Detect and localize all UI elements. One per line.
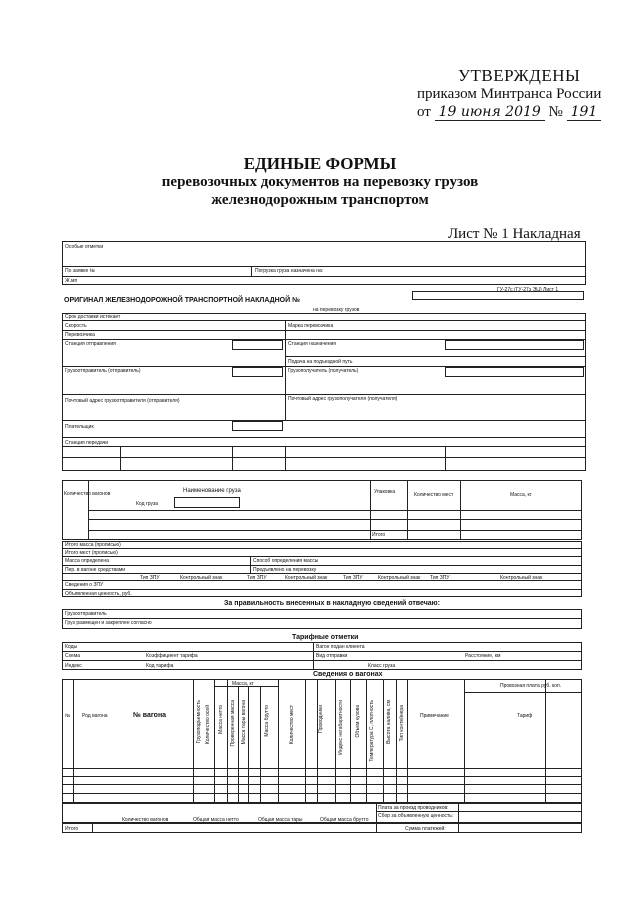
mass-determined-label: Масса определена <box>65 558 109 564</box>
guides-fare-label: Плата за проезд проводников: <box>378 805 449 811</box>
by-application-label: По заявке № <box>65 268 95 274</box>
shipper-label: Грузоотправитель (отправитель) <box>65 368 141 374</box>
wagon-kind-label: Род вагона <box>82 713 108 719</box>
doc-subtitle-2: железнодорожным транспортом <box>211 192 429 208</box>
payer-code <box>232 421 283 431</box>
loading-height-label: Высота налива, см <box>386 700 392 744</box>
places-count-label: Количество мест <box>414 492 454 498</box>
gross-mass-label: Масса брутто <box>264 705 270 737</box>
mass-kg-label: Масса, кг <box>510 492 532 498</box>
wagons-count-label: Количество вагонов <box>64 491 111 497</box>
speed-label: Скорость <box>65 323 87 329</box>
mass-method-label: Способ определения массы <box>253 558 319 564</box>
notes-label: Примечание <box>420 713 449 719</box>
checked-mass-label: Проверенная масса <box>230 700 236 747</box>
control-sign-3: Контрольный знак <box>378 575 421 581</box>
number-handwritten: 191 <box>567 104 602 121</box>
total-mass-words-label: Итого масса (прописью) <box>65 542 121 548</box>
date-handwritten: 19 июня 2019 <box>435 104 545 121</box>
axles-label: Количество осей <box>205 705 211 745</box>
number-prefix: № <box>548 104 563 120</box>
doc-subtitle-1: перевозочных документов на перевозку грузов <box>161 174 479 190</box>
mass-kg-short-label: Масса, кг <box>232 681 254 687</box>
approved-heading: УТВЕРЖДЕНЫ <box>458 66 581 85</box>
transport-means-label: Пер. в вагоне средствами <box>65 567 126 573</box>
correctness-title: За правильность внесенных в накладную сведений отвечаю: <box>224 600 440 607</box>
control-sign-2: Контрольный знак <box>285 575 328 581</box>
dispatch-type-label: Вид отправки <box>316 653 348 659</box>
cargo-code-label: Код груза <box>136 501 159 507</box>
total-gross-label: Общая масса брутто <box>320 817 369 823</box>
tariff-code-label: Код тарифа <box>146 663 174 669</box>
cargo-code-box <box>174 497 240 508</box>
approval-order: приказом Минтранса России <box>417 86 602 102</box>
payment-sum-label: Сумма платежей: <box>405 826 446 832</box>
total-tare-label: Общая масса тары <box>258 817 303 823</box>
original-title: ОРИГИНАЛ ЖЕЛЕЗНОДОРОЖНОЙ ТРАНСПОРТНОЙ НАКЛАДНОЙ № <box>64 297 300 304</box>
tare-mass-label: Масса тары вагона <box>241 700 247 745</box>
tariff-label: Тариф <box>517 713 533 719</box>
zpu-type-1: Тип ЗПУ <box>140 575 160 581</box>
wagon-row-num: № <box>65 713 71 719</box>
totals-row <box>62 823 582 833</box>
volume-label: Объем кузова <box>355 705 361 738</box>
dep-station-code <box>232 340 283 350</box>
carrier-label: Перевозчика <box>65 332 95 338</box>
wagon-number-label: № вагона <box>133 712 167 719</box>
packaging-label: Упаковка <box>374 489 396 495</box>
shipper-address-label: Почтовый адрес грузоотправителя (отправителя) <box>65 398 180 404</box>
sheet-label: Лист № 1 Накладная <box>448 226 581 242</box>
charged-label: Провозная плата руб. коп. <box>500 683 562 689</box>
total-row-label: Итого <box>65 826 79 832</box>
dest-station-code <box>445 340 584 350</box>
consignee-address-label: Почтовый адрес грузополучателя (получателя) <box>288 396 398 402</box>
total-label: Итого <box>372 532 386 538</box>
wagons-info-title: Сведения о вагонах <box>313 671 383 678</box>
type-note-label: Тип контейнера <box>399 705 405 742</box>
control-sign-1: Контрольный знак <box>180 575 223 581</box>
consignee-label: Грузополучатель (получатель) <box>288 368 359 374</box>
loading-intended-label: Погрузка груза назначена на: <box>255 268 324 274</box>
places-label: Количество мест <box>289 705 295 745</box>
zpu-info-label: Сведения о ЗПУ <box>65 582 104 588</box>
tariff-marks-title: Тарифные отметки <box>292 634 359 641</box>
cargo-placed-label: Груз размещен и закреплен согласно <box>65 620 152 626</box>
sends-label: Ж.мп <box>65 278 78 284</box>
dep-station-label: Станция отправления <box>65 341 116 347</box>
cargo-name-label: Наименование груза <box>183 488 241 494</box>
index-label: Индекс <box>65 663 82 669</box>
access-track-label: Подача на подъездной путь <box>288 359 353 365</box>
consignee-code <box>445 367 584 377</box>
guides-label: Проводники <box>318 705 324 733</box>
distance-label: Расстояние, км <box>465 653 501 659</box>
main-info-box <box>62 313 586 471</box>
declared-fee-label: Сбор за объявленную ценность: <box>378 813 454 819</box>
qty-wagons-label: Количество вагонов <box>122 817 169 823</box>
for-carriage-label: на перевозку грузов <box>313 307 360 313</box>
correctness-box <box>62 609 582 629</box>
codes-label: Коды <box>65 644 78 650</box>
schema-label: Схема <box>65 653 81 659</box>
tariff-coef-label: Коэффициент тарифа <box>146 653 198 659</box>
approval-date-line <box>417 104 601 121</box>
special-marks-box <box>62 241 586 285</box>
capacity-label: Грузоподъемность <box>196 700 202 744</box>
temperature-label: Температура С, плотность <box>369 700 375 762</box>
presented-for-label: Предъявлено на перевозку <box>253 567 317 573</box>
special-marks-label: Особые отметки <box>65 244 104 250</box>
control-sign-4: Контрольный знак <box>500 575 543 581</box>
livestock-label: Индекс негабаритности <box>338 700 344 755</box>
net-mass-label: Масса нетто <box>218 705 224 734</box>
total-net-label: Общая масса нетто <box>193 817 239 823</box>
waybill-number-box <box>412 291 584 300</box>
declared-value-label: Объявленная ценность, руб. <box>65 591 132 597</box>
transfer-station-label: Станция передачи <box>65 440 109 446</box>
doc-title: ЕДИНЫЕ ФОРМЫ <box>243 154 397 173</box>
zpu-type-2: Тип ЗПУ <box>247 575 267 581</box>
zpu-type-4: Тип ЗПУ <box>430 575 450 581</box>
shipper-code <box>232 367 283 377</box>
payer-label: Плательщик <box>65 424 94 430</box>
shipper-sig-label: Грузоотправитель <box>65 611 107 617</box>
delivery-term-label: Срок доставки истекает <box>65 314 121 320</box>
dest-station-label: Станция назначения <box>288 341 336 347</box>
zpu-type-3: Тип ЗПУ <box>343 575 363 581</box>
dispatch-mark-label: Марка перевозчика <box>288 323 334 329</box>
cargo-class-label: Класс груза <box>368 663 396 669</box>
gu-code: ГУ-27с (ГУ-27э ЭЦ) Лист 1 <box>497 287 559 293</box>
date-prefix: от <box>417 104 431 120</box>
total-places-words-label: Итого мест (прописью) <box>65 550 118 556</box>
wagon-given-label: Вагон подан клиента <box>316 644 365 650</box>
